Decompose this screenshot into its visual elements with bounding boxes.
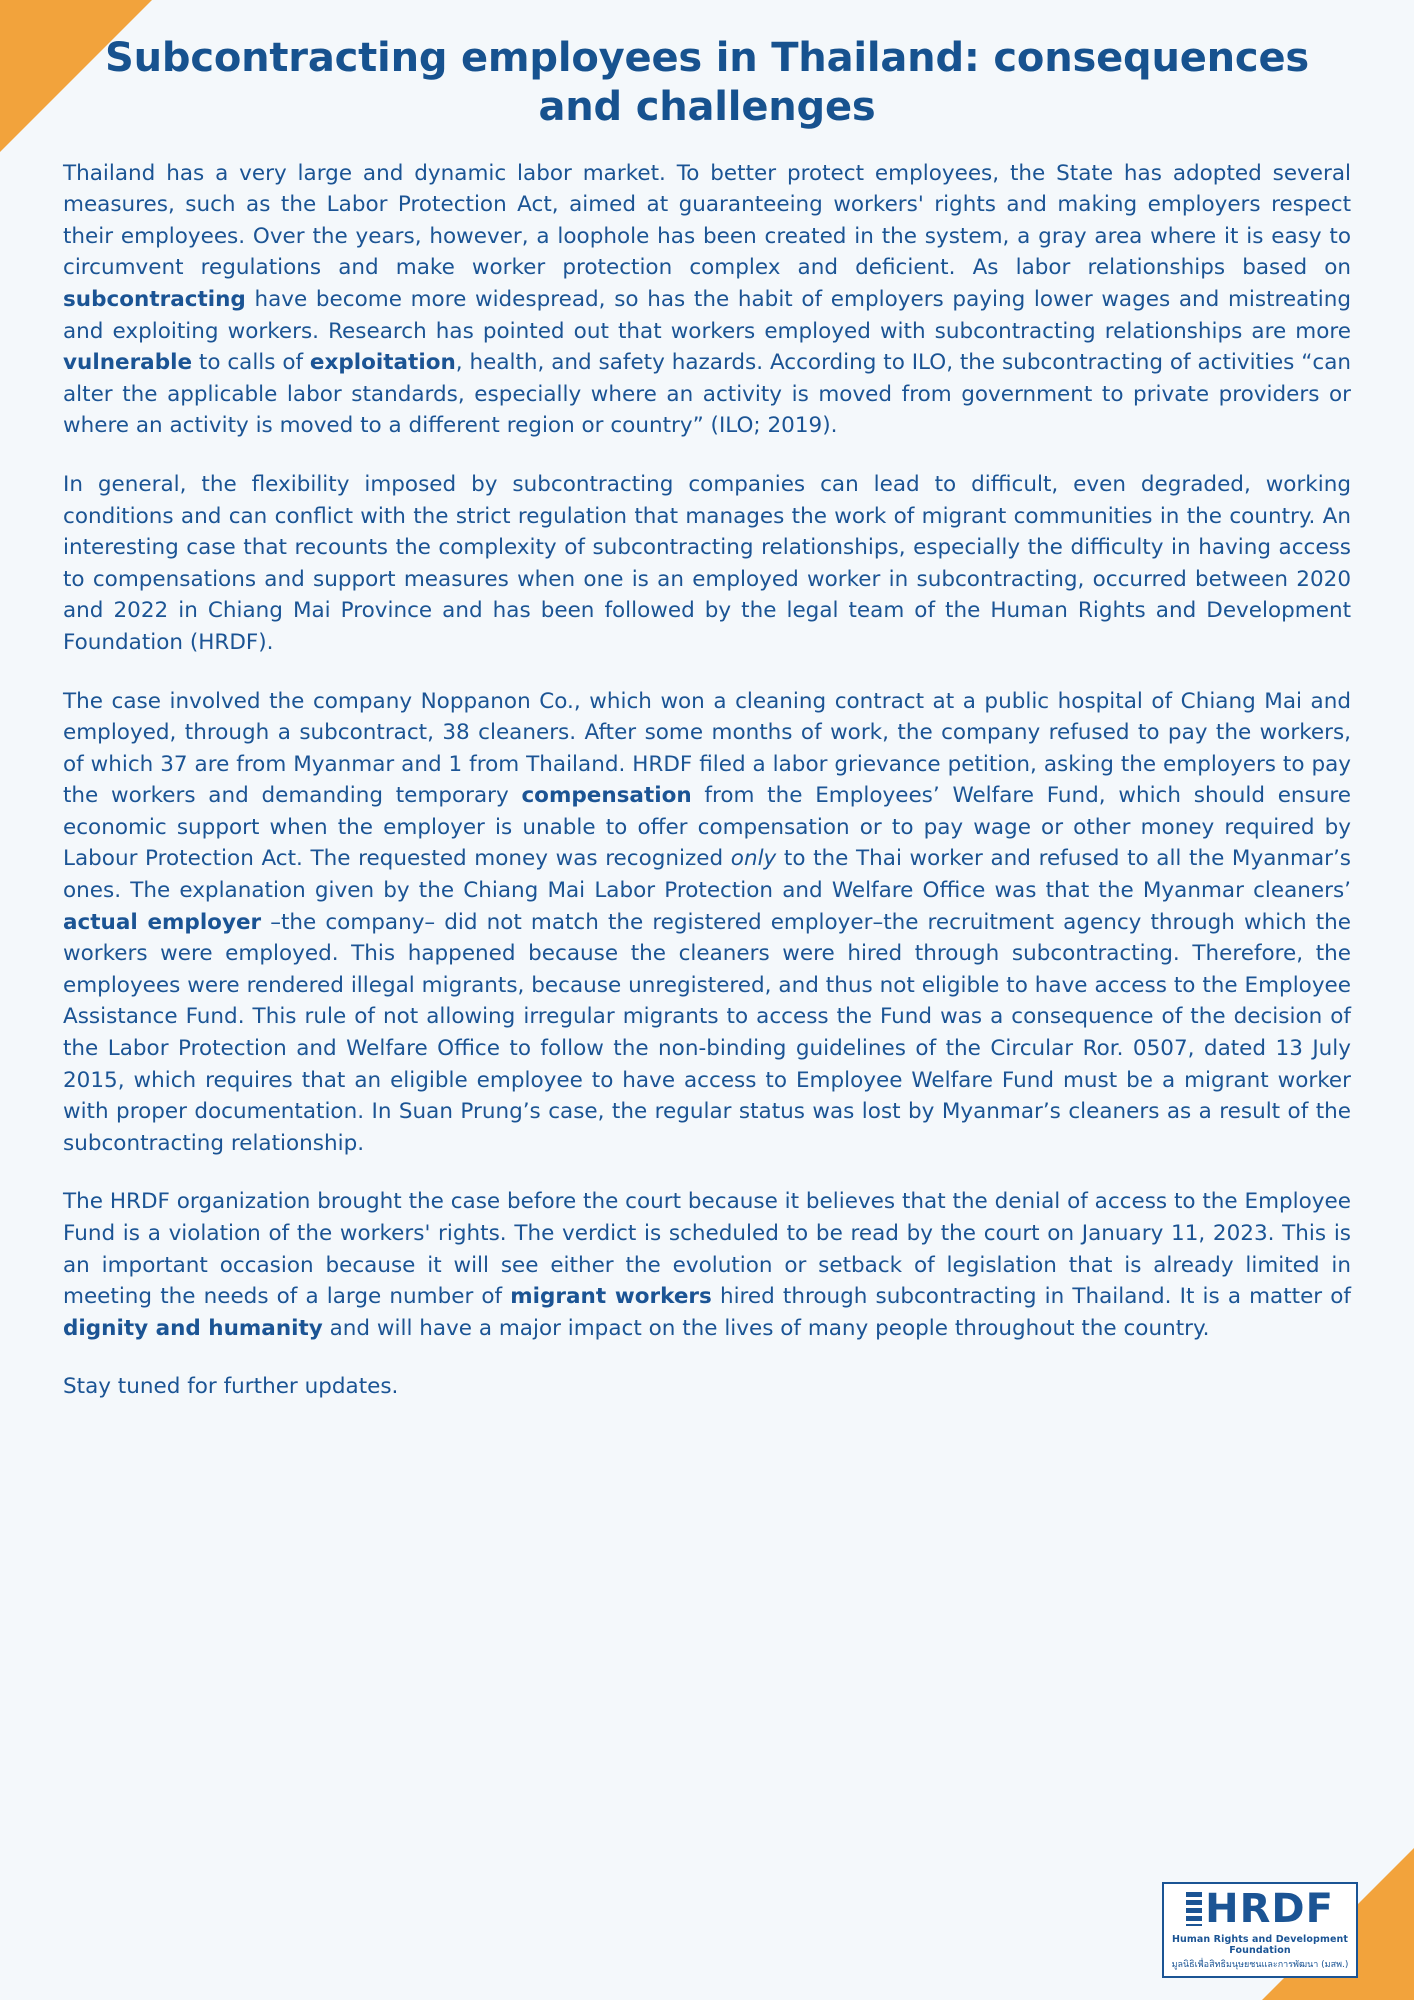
hrdf-logo-mark [1186, 1886, 1334, 1932]
paragraph-4-text-a: The HRDF organization brought the case before the court because it believes that the denial of access to the Employee Fund is a violation of the workers' rights. The verdict is scheduled to be read by the court on January 11, 2023. This is an important occasion because it will see either the evolution or setback of legislation that is already limited in meeting the needs of a large number of [63, 1189, 1351, 1310]
paragraph-4-text-c: hired through subcontracting in Thailand. It is a matter of [711, 1284, 1351, 1310]
hrdf-logo [1162, 1882, 1358, 1978]
hrdf-logo-subtitle-th: มูลนิธิเพื่อสิทธิมนุษยชนและการพัฒนา (มสพ.) [1171, 1960, 1349, 1970]
hrdf-logo-subtitle-en: Human Rights and Development Foundation [1171, 1934, 1348, 1956]
hrdf-logo-text: HRDF [1205, 1886, 1334, 1932]
paragraph-3-italic-only: only [730, 846, 777, 872]
paragraph-1-text-c: have become more widespread, so has the habit of employers paying lower wages and mistreating and exploiting workers. Research has pointed out that workers employed with subcontracting relationships are more [63, 286, 1351, 344]
paragraph-1-bold-vulnerable: vulnerable [63, 350, 193, 376]
page-title: Subcontracting employees in Thailand: consequences and challenges [105, 35, 1309, 130]
paragraph-3-text-g: –the company– did not match the registered employer–the recruitment agency through which the workers were employed. This happened because the cleaners were hired through subcontracting. Therefore, the employees were rendered illegal migrants, because unregistered, and thus not eligible to have access to the Employee Assistance Fund. This rule of not allowing irregular migrants to access the Fund was a consequence of the decision of the Labor Protection and Welfare Office to follow the non-binding guidelines of the Circular Ror. 0507, dated 13 July 2015, which requires that an eligible employee to have access to Employee Welfare Fund must be a migrant worker with proper documentation. In Suan Prung’s case, the regular status was lost by Myanmar’s cleaners as a result of the subcontracting relationship. [63, 909, 1351, 1156]
paragraph-1-bold-subcontracting: subcontracting [63, 286, 246, 312]
paragraph-1-text-a: Thailand has a very large and dynamic labor market. To better protect employees, the State has adopted several measures, such as the Labor Protection Act, aimed at guaranteeing workers' rights and making employers respect their employees. Over the years, however, a loophole has been created in the system, a gray area where it is easy to circumvent regulations and make worker protection complex and deficient. As labor relationships based on [63, 160, 1351, 281]
paragraph-3-bold-actual-employer: actual employer [63, 909, 262, 935]
paragraph-3 [63, 686, 1351, 1160]
paragraph-1 [63, 158, 1351, 442]
document-content [63, 34, 1351, 1403]
paragraph-3-text-c: from the Employees’ Welfare Fund, which should ensure economic support when the employer is unable to offer compensation or to pay wage or other money required by Labour Protection Act. The requested money was recognized [63, 783, 1351, 872]
paragraph-2: In general, the flexibility imposed by subcontracting companies can lead to difficult, even degraded, working conditions and can conflict with the strict regulation that manages the work of migrant communities in the country. An interesting case that recounts the complexity of subcontracting relationships, especially the difficulty in having access to compensations and support measures when one is an employed worker in subcontracting, occurred between 2020 and 2022 in Chiang Mai Province and has been followed by the legal team of the Human Rights and Development Foundation (HRDF). [63, 471, 1351, 655]
paragraph-4-bold-migrant-workers: migrant workers [510, 1284, 712, 1310]
paragraph-3-text-a: The case involved the company Noppanon Co., which won a cleaning contract at a public hospital of Chiang Mai and employed, through a subcontract, 38 cleaners. After some months of work, the company refused to pay the workers, of which 37 are from Myanmar and 1 from Thailand. HRDF filed a labor grievance petition, asking the employers to pay the workers and demanding temporary [63, 688, 1351, 809]
paragraph-1-bold-exploitation: exploitation [309, 350, 456, 376]
paragraph-4-bold-dignity-and-humanity: dignity and humanity [63, 1315, 323, 1341]
paragraph-4-text-e: and will have a major impact on the lives of many people throughout the country. [322, 1315, 1210, 1341]
paragraph-4 [63, 1186, 1351, 1344]
paragraph-1-text-e: to calls of [192, 350, 310, 376]
paragraph-3-bold-compensation: compensation [521, 783, 692, 809]
logo-bars-icon [1186, 1892, 1202, 1926]
paragraph-3-text-e: to the Thai worker and refused to all the Myanmar’s ones. The explanation given by the Chiang Mai Labor Protection and Welfare Office was that the Myanmar cleaners’ [63, 846, 1351, 904]
paragraph-1-text-g: , health, and safety hazards. According to ILO, the subcontracting of activities “can alter the applicable labor standards, especially where an activity is moved from government to private providers or where an activity is moved to a different region or country” (ILO; 2019). [63, 350, 1351, 439]
paragraph-5-closing: Stay tuned for further updates. [63, 1374, 399, 1400]
